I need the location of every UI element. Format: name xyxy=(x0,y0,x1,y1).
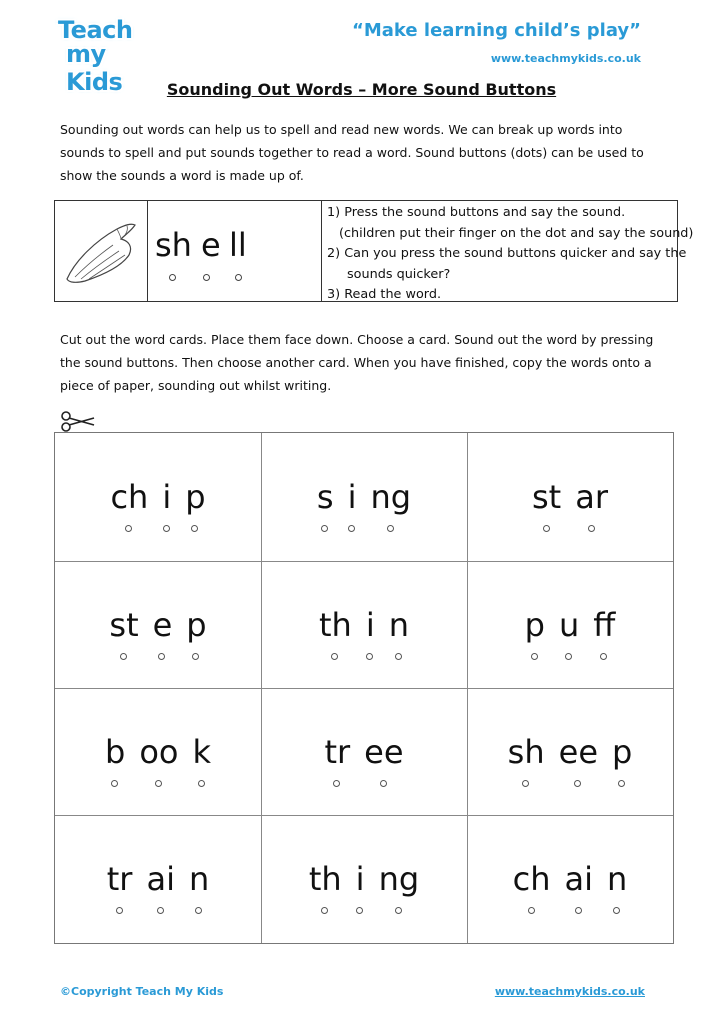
instructions xyxy=(327,203,693,306)
sound-button[interactable] xyxy=(395,907,402,914)
instruction-line: 1) Press the sound buttons and say the sound. xyxy=(327,205,626,220)
sound-segment: ng xyxy=(370,478,412,516)
sound-segment: tr xyxy=(324,733,351,771)
word-card[interactable] xyxy=(467,815,673,943)
copyright: ©Copyright Teach My Kids xyxy=(60,985,224,998)
sound-segment: ee xyxy=(364,733,404,771)
word-card[interactable] xyxy=(55,815,261,943)
sound-button[interactable] xyxy=(531,653,538,660)
sound-segment: p xyxy=(186,606,207,644)
intro-paragraph: Sounding out words can help us to spell and read new words. We can break up words into sounds to spell and put sounds together to read a word. Sound buttons (dots) can be used to show the sounds a word is made up of. xyxy=(60,122,644,183)
sound-segment: sh xyxy=(155,226,192,264)
sound-button[interactable] xyxy=(191,525,198,532)
word-card[interactable] xyxy=(55,688,261,815)
sound-segment: i xyxy=(347,478,357,516)
sound-button[interactable] xyxy=(331,653,338,660)
sound-button[interactable] xyxy=(543,525,550,532)
word-card[interactable] xyxy=(467,433,673,561)
sound-segment: oo xyxy=(139,733,179,771)
footer-website-link[interactable]: www.teachmykids.co.uk xyxy=(494,985,645,998)
sound-button[interactable] xyxy=(111,780,118,787)
sound-button[interactable] xyxy=(348,525,355,532)
sound-segment: p xyxy=(524,606,545,644)
sound-button[interactable] xyxy=(588,525,595,532)
word-card[interactable] xyxy=(261,815,467,943)
sound-segment: ee xyxy=(558,733,598,771)
word-card[interactable] xyxy=(467,688,673,815)
word-card-grid xyxy=(54,432,674,944)
sound-button[interactable] xyxy=(565,653,572,660)
sound-button[interactable] xyxy=(366,653,373,660)
sound-button[interactable] xyxy=(575,907,582,914)
sound-segment: st xyxy=(532,478,562,516)
slogan: “Make learning child’s play” xyxy=(352,20,641,41)
instruction-line: 2) Can you press the sound buttons quicker and say the xyxy=(327,246,687,261)
sound-segment: ch xyxy=(512,860,551,898)
sound-segment: th xyxy=(308,860,342,898)
sound-button[interactable] xyxy=(116,907,123,914)
sound-button[interactable] xyxy=(356,907,363,914)
sound-segment: th xyxy=(319,606,352,644)
sound-segment: n xyxy=(607,860,628,898)
sound-segment: p xyxy=(612,733,633,771)
sound-button[interactable] xyxy=(321,907,328,914)
page-title: Sounding Out Words – More Sound Buttons xyxy=(166,80,557,99)
instruction-line: sounds quicker? xyxy=(347,266,451,282)
sound-segment: ff xyxy=(593,606,616,644)
word-card[interactable] xyxy=(261,433,467,561)
sound-button[interactable] xyxy=(522,780,529,787)
sound-segment: p xyxy=(185,478,206,516)
sound-button[interactable] xyxy=(155,780,162,787)
sound-button[interactable] xyxy=(333,780,340,787)
logo-line-1: Teach xyxy=(58,16,133,44)
teach-my-kids-logo xyxy=(58,16,158,96)
sound-button[interactable] xyxy=(192,653,199,660)
sound-button[interactable] xyxy=(203,274,210,281)
sound-button[interactable] xyxy=(613,907,620,914)
sound-segment: tr xyxy=(106,860,133,898)
sound-segment: ch xyxy=(110,478,149,516)
sound-button[interactable] xyxy=(120,653,127,660)
sound-button[interactable] xyxy=(125,525,132,532)
example-word xyxy=(147,201,322,301)
sound-segment: e xyxy=(152,606,173,644)
sound-segment: ng xyxy=(378,860,420,898)
directions-paragraph: Cut out the word cards. Place them face down. Choose a card. Sound out the word by pressing the sound buttons. Then choose another card. When you have finished, copy the words onto a piece of paper, sounding out whilst writing. xyxy=(60,332,654,393)
sound-button[interactable] xyxy=(163,525,170,532)
instruction-line: 3) Read the word. xyxy=(327,287,442,302)
sound-button[interactable] xyxy=(574,780,581,787)
sound-button[interactable] xyxy=(195,907,202,914)
sound-segment: i xyxy=(162,478,172,516)
word-card[interactable] xyxy=(467,561,673,688)
sound-segment: k xyxy=(192,733,211,771)
sound-button[interactable] xyxy=(600,653,607,660)
sound-segment: i xyxy=(355,860,365,898)
instruction-line: (children put their finger on the dot and say the sound) xyxy=(339,225,694,241)
sound-segment: i xyxy=(365,606,375,644)
sound-segment: ll xyxy=(229,226,247,264)
header-website: www.teachmykids.co.uk xyxy=(490,52,641,65)
sound-segment: s xyxy=(316,478,334,516)
sound-segment: e xyxy=(201,226,221,264)
sound-button[interactable] xyxy=(528,907,535,914)
sound-button[interactable] xyxy=(387,525,394,532)
sound-button[interactable] xyxy=(169,274,176,281)
sound-segment: ai xyxy=(564,860,594,898)
sound-button[interactable] xyxy=(395,653,402,660)
sound-button[interactable] xyxy=(198,780,205,787)
sound-segment: ar xyxy=(575,478,608,516)
logo-line-2: my Kids xyxy=(66,40,123,96)
sound-segment: b xyxy=(105,733,126,771)
word-card[interactable] xyxy=(261,561,467,688)
sound-button[interactable] xyxy=(321,525,328,532)
shell-icon xyxy=(55,201,148,301)
sound-segment: st xyxy=(109,606,139,644)
sound-button[interactable] xyxy=(235,274,242,281)
example-table xyxy=(54,200,694,302)
sound-segment: ai xyxy=(146,860,175,898)
word-card[interactable] xyxy=(55,561,261,688)
sound-segment: u xyxy=(558,606,580,644)
scissors-icon xyxy=(58,410,98,432)
sound-button[interactable] xyxy=(158,653,165,660)
sound-segment: n xyxy=(388,606,409,644)
sound-button[interactable] xyxy=(618,780,625,787)
word-card[interactable] xyxy=(261,688,467,815)
word-card[interactable] xyxy=(55,433,261,561)
sound-button[interactable] xyxy=(157,907,164,914)
sound-segment: sh xyxy=(507,733,545,771)
sound-segment: n xyxy=(188,860,210,898)
sound-button[interactable] xyxy=(380,780,387,787)
